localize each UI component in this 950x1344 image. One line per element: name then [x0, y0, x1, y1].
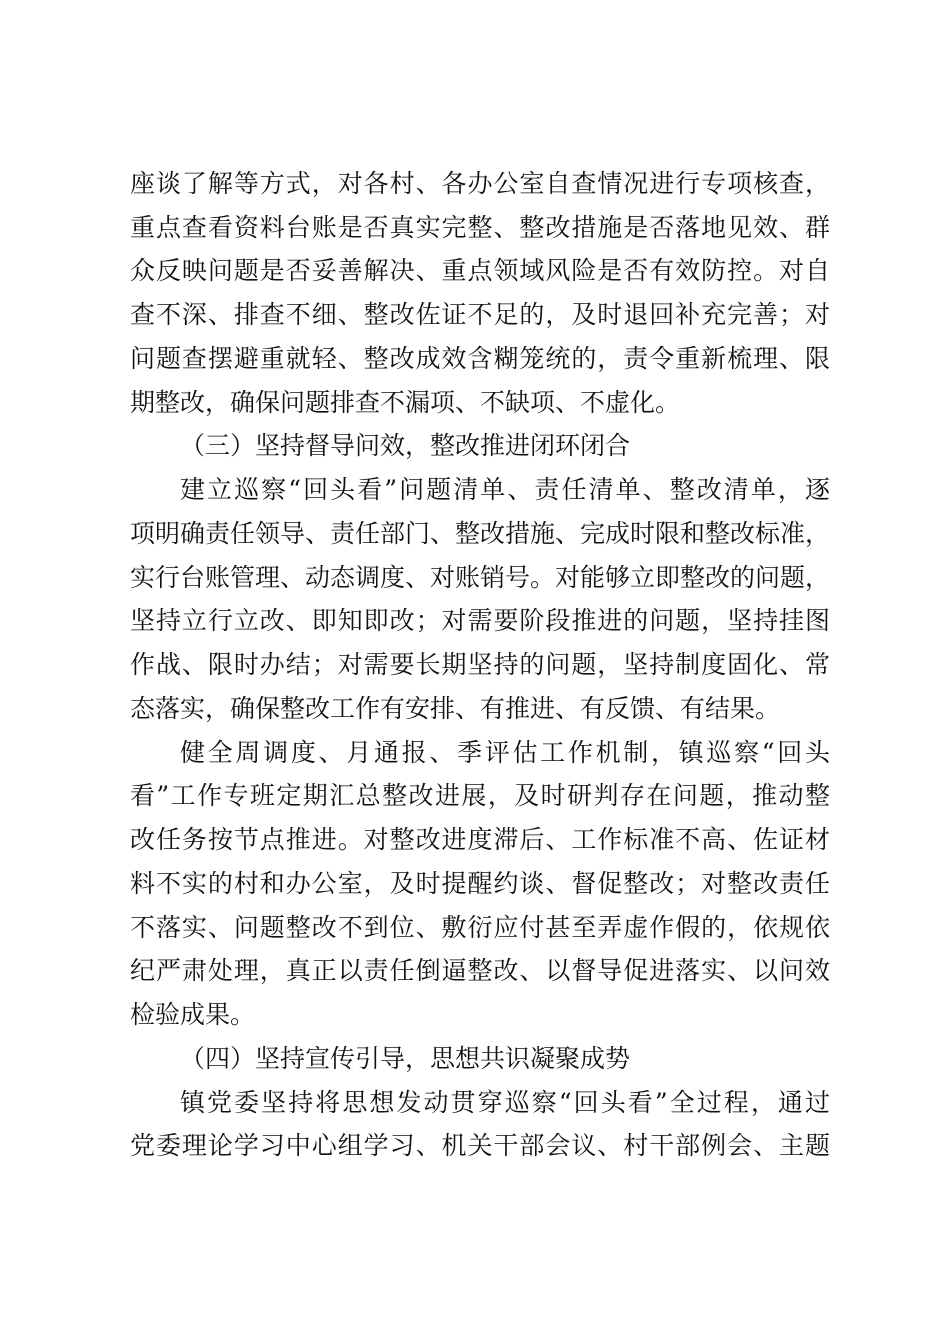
text-line: 镇党委坚持将思想发动贯穿巡察“回头看”全过程，通过 [180, 1088, 830, 1117]
section-heading: （四）坚持宣传引导，思想共识凝聚成势 [180, 1044, 631, 1073]
text-line: 重点查看资料台账是否真实完整、整改措施是否落地见效、群 [130, 213, 830, 242]
text-line: 看”工作专班定期汇总整改进展，及时研判存在问题，推动整 [130, 781, 830, 810]
text-line: 健全周调度、月通报、季评估工作机制，镇巡察“回头 [180, 738, 830, 767]
text-line: 料不实的村和办公室，及时提醒约谈、督促整改；对整改责任 [130, 869, 830, 898]
text-line: 实行台账管理、动态调度、对账销号。对能够立即整改的问题， [130, 563, 831, 592]
text-line: 众反映问题是否妥善解决、重点领域风险是否有效防控。对自 [130, 256, 830, 285]
text-line: 作战、限时办结；对需要长期坚持的问题，坚持制度固化、常 [130, 650, 830, 679]
text-line: 建立巡察“回头看”问题清单、责任清单、整改清单，逐 [180, 475, 830, 504]
text-line: 期整改，确保问题排查不漏项、不缺项、不虚化。 [130, 388, 681, 417]
text-line: 查不深、排查不细、整改佐证不足的，及时退回补充完善；对 [130, 300, 830, 329]
text-line: 不落实、问题整改不到位、敷衍应付甚至弄虚作假的，依规依 [130, 913, 830, 942]
text-line: 坚持立行立改、即知即改；对需要阶段推进的问题，坚持挂图 [130, 606, 830, 635]
text-line: 问题查摆避重就轻、整改成效含糊笼统的，责令重新梳理、限 [130, 344, 830, 373]
text-line: 检验成果。 [130, 1000, 256, 1029]
text-line: 态落实，确保整改工作有安排、有推进、有反馈、有结果。 [130, 694, 781, 723]
text-line: 纪严肃处理，真正以责任倒逼整改、以督导促进落实、以问效 [130, 956, 830, 985]
text-line: 改任务按节点推进。对整改进度滞后、工作标准不高、佐证材 [130, 825, 830, 854]
section-heading: （三）坚持督导问效，整改推进闭环闭合 [180, 431, 631, 460]
text-line: 项明确责任领导、责任部门、整改措施、完成时限和整改标准， [130, 519, 831, 548]
text-line: 党委理论学习中心组学习、机关干部会议、村干部例会、主题 [130, 1131, 830, 1160]
text-line: 座谈了解等方式，对各村、各办公室自查情况进行专项核查， [130, 169, 830, 198]
